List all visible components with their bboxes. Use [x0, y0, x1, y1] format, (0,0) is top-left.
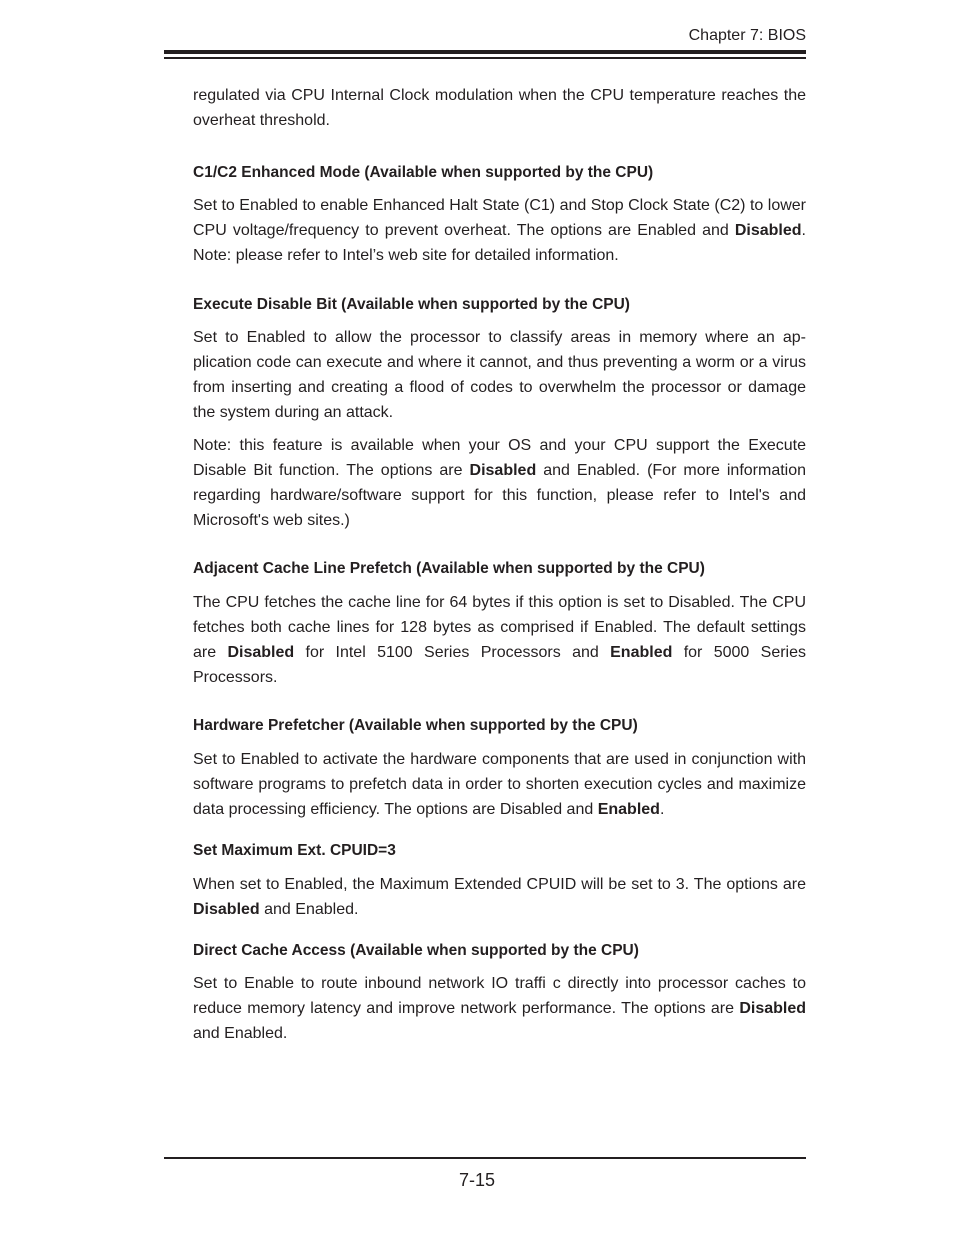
footer-rule [164, 1157, 806, 1159]
header-rule-thick [164, 50, 806, 54]
section-heading-max-cpuid: Set Maximum Ext. CPUID=3 [193, 842, 396, 859]
section-body-c1c2: Set to Enabled to enable Enhanced Halt State (C1) and Stop Clock State (C2) to lower CPU voltage/frequency to prevent overheat. The options are Enabled and Disabled. Note: please refer to Intel’s web site for detailed information. [193, 197, 806, 264]
page-header-chapter: Chapter 7: BIOS [688, 27, 806, 44]
section-body-max-cpuid: When set to Enabled, the Maximum Extended CPUID will be set to 3. The options are Disabled and Enabled. [193, 876, 806, 918]
section-heading-execute-disable: Execute Disable Bit (Available when supported by the CPU) [193, 296, 630, 313]
intro-paragraph: regulated via CPU Internal Clock modulation when the CPU temperature reaches the overheat threshold. [193, 87, 806, 129]
section-heading-hw-prefetcher: Hardware Prefetcher (Available when supported by the CPU) [193, 717, 638, 734]
section-body-adjacent-cache: The CPU fetches the cache line for 64 bytes if this option is set to Disabled. The CPU fetches both cache lines for 128 bytes as comprised if Enabled. The default settings are Disabled for Intel 5100 Series Processors and Enabled for 5000 Series Processors. [193, 594, 806, 686]
section-note-execute-disable: Note: this feature is available when your OS and your CPU support the Execute Disable Bit function. The options are Disabled and Enabled. (For more information regarding hardware/software support for this function, please refer to Intel's and Microsoft's web sites.) [193, 437, 807, 529]
section-body-direct-cache: Set to Enable to route inbound network IO traffi c directly into processor caches to reduce memory latency and improve network performance. The options are Disabled and Enabled. [193, 975, 806, 1042]
page-number: 7-15 [458, 1170, 496, 1190]
section-body-hw-prefetcher: Set to Enabled to activate the hardware components that are used in conjunction with software programs to prefetch data in order to shorten execution cycles and maximize data processing efficiency. The options are Disabled and Enabled. [193, 751, 806, 818]
section-heading-direct-cache: Direct Cache Access (Available when supported by the CPU) [193, 942, 639, 959]
section-heading-c1c2: C1/C2 Enhanced Mode (Available when supported by the CPU) [193, 164, 654, 181]
section-heading-adjacent-cache: Adjacent Cache Line Prefetch (Available when supported by the CPU) [193, 560, 705, 577]
header-rule-thin [164, 57, 806, 59]
section-body-execute-disable: Set to Enabled to allow the processor to classify areas in memory where an ap- plication code can execute and where it cannot, and thus preventing a worm or a virus from inserting and creating a flood of codes to overwhelm the processor or damage the system during an attack. [193, 329, 806, 421]
